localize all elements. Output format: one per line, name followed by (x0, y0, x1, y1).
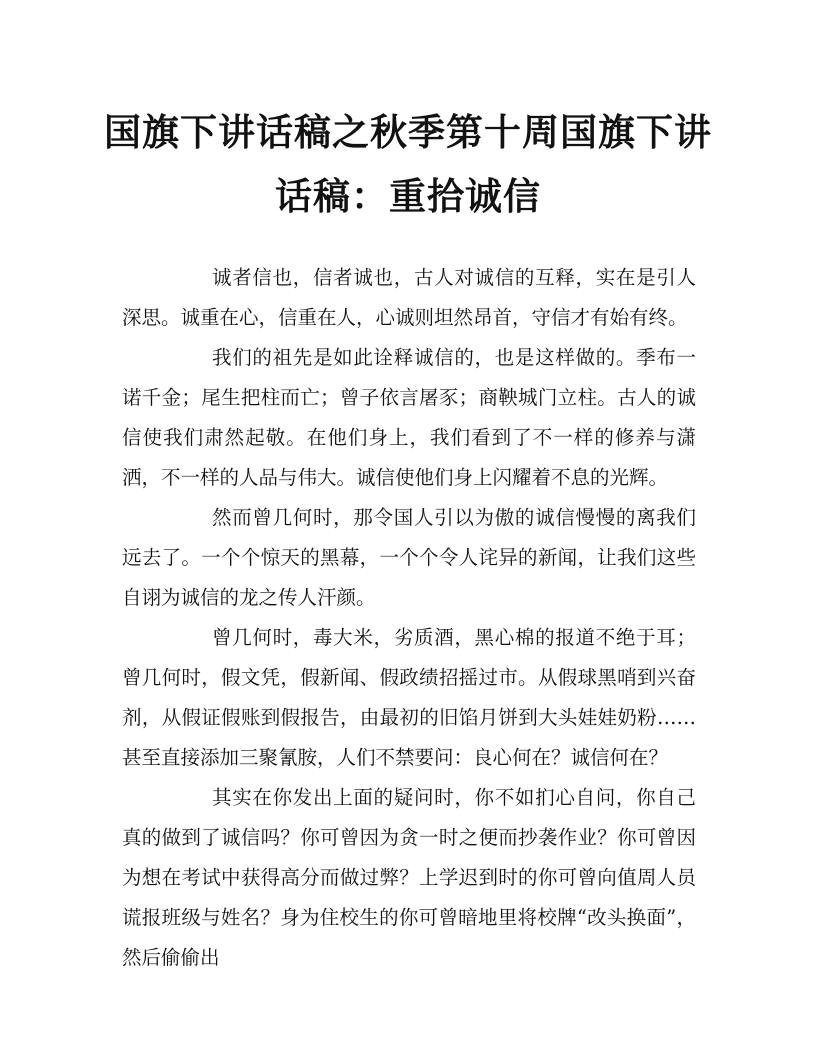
paragraph: 其实在你发出上面的疑问时，你不如扪心自问，你自己真的做到了诚信吗？你可曾因为贪一时之便而抄袭作业？你可曾因为想在考试中获得高分而做过弊？上学迟到时的你可曾向值周人员谎报班级与姓名？身为住校生的你可曾暗地里将校牌“改头换面”，然后偷偷出 (122, 786, 696, 969)
document-title: 国旗下讲话稿之秋季第十周国旗下讲话稿：重拾诚信 (104, 110, 712, 218)
paragraph: 诚者信也，信者诚也，古人对诚信的互释，实在是引人深思。诚重在心，信重在人，心诚则坦然昂首，守信才有始有终。 (122, 266, 696, 329)
document-body (122, 258, 696, 978)
paragraph: 然而曾几何时，那令国人引以为傲的诚信慢慢的离我们远去了。一个个惊天的黑幕，一个个令人诧异的新闻，让我们这些自诩为诚信的龙之传人汗颜。 (122, 506, 696, 609)
paragraph: 曾几何时，毒大米，劣质酒，黑心棉的报道不绝于耳；曾几何时，假文凭，假新闻、假政绩招摇过市。从假球黑哨到兴奋剂，从假证假账到假报告，由最初的旧馅月饼到大头娃娃奶粉……甚至直接添加三聚氰胺，人们不禁要问：良心何在？诚信何在？ (122, 626, 696, 769)
paragraph: 我们的祖先是如此诠释诚信的，也是这样做的。季布一诺千金；尾生把柱而亡；曾子依言屠豕；商鞅城门立柱。古人的诚信使我们肃然起敬。在他们身上，我们看到了不一样的修养与潇洒，不一样的人品与伟大。诚信使他们身上闪耀着不息的光辉。 (122, 346, 696, 489)
